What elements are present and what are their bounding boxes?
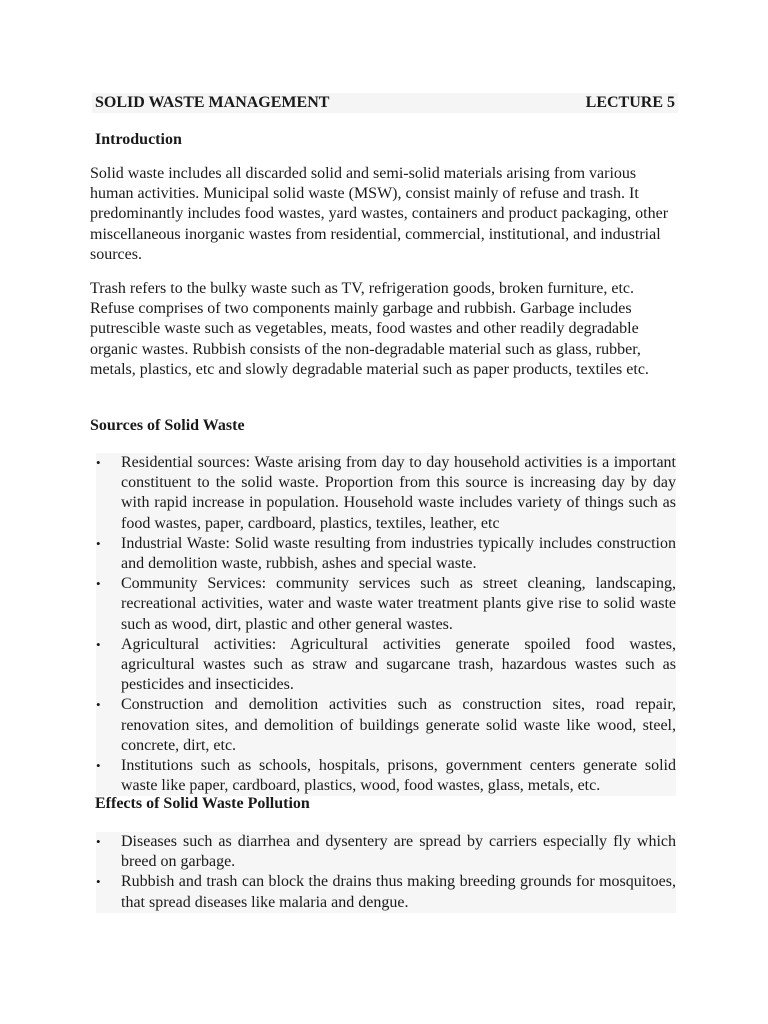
sources-heading: Sources of Solid Waste [90, 417, 245, 434]
bullet-icon: • [96, 758, 101, 774]
sources-list [96, 453, 676, 796]
effects-list [96, 832, 676, 913]
bullet-icon: • [96, 535, 101, 551]
list-item: • Construction and demolition activities such as construction sites, road repair, renovation sites, and demolition of buildings generate solid waste like wood, steel, concrete, dirt, etc. [96, 696, 676, 754]
list-item: • Industrial Waste: Solid waste resulting from industries typically includes construction and demolition waste, rubbish, ashes and special waste. [96, 534, 676, 573]
bullet-icon: • [96, 834, 101, 849]
lecture-number: LECTURE 5 [585, 94, 675, 111]
intro-paragraph-2: Trash refers to the bulky waste such as TV, refrigeration goods, broken furniture, etc. Refuse comprises of two components mainly garbage and rubbish. Garbage includes putrescible waste such as vegetables, meats, food wastes and other readily degradable organic wastes. Rubbish consists of the non-degradable material such as glass, rubber, metals, plastics, etc and slowly degradable material such as paper products, textiles etc. [90, 280, 649, 378]
list-item: • Residential sources: Waste arising from day to day household activities is a important constituent to the solid waste. Proportion from this source is increasing day by day with rapid increase in population. Household waste includes variety of things such as food wastes, paper, cardboard, plastics, textiles, leather, etc [96, 454, 676, 532]
bullet-icon: • [96, 455, 101, 470]
bullet-icon: • [96, 636, 101, 652]
intro-paragraph-1: Solid waste includes all discarded solid and semi-solid materials arising from various human activities. Municipal solid waste (MSW), consist mainly of refuse and trash. It predominantly includes food wastes, yard wastes, containers and product packaging, other miscellaneous inorganic wastes from residential, commercial, institutional, and industrial sources. [90, 165, 669, 263]
list-item: • Community Services: community services such as street cleaning, landscaping, recreational activities, water and waste water treatment plants give rise to solid waste such as wood, dirt, plastic and other general wastes. [96, 575, 676, 633]
course-title: SOLID WASTE MANAGEMENT [95, 94, 330, 111]
effects-heading: Effects of Solid Waste Pollution [95, 795, 310, 812]
bullet-icon: • [96, 576, 101, 592]
bullet-icon: • [96, 697, 101, 713]
list-item: • Diseases such as diarrhea and dysentery are spread by carriers especially fly which breed on garbage. [96, 833, 676, 871]
bullet-icon: • [96, 874, 101, 890]
list-item: • Rubbish and trash can block the drains thus making breeding grounds for mosquitoes, that spread diseases like malaria and dengue. [96, 873, 676, 911]
list-item: • Agricultural activities: Agricultural activities generate spoiled food wastes, agricultural wastes such as straw and sugarcane trash, hazardous wastes such as pesticides and insecticides. [96, 635, 676, 694]
list-item: • Institutions such as schools, hospitals, prisons, government centers generate solid waste like paper, cardboard, plastics, wood, food wastes, glass, metals, etc. [96, 757, 676, 795]
page-header [92, 93, 678, 113]
introduction-heading: Introduction [95, 131, 182, 148]
